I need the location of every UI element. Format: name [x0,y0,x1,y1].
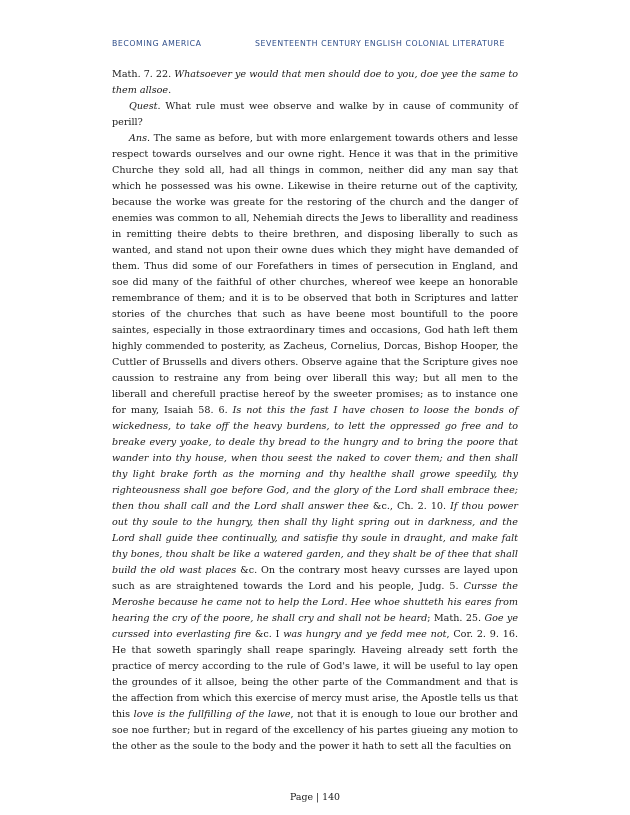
text-run: . The same as before, but with more enlargement towards others and lesse respect towards ourselves and our owne right. Hence it was that in the primitive Churche they sold all, had all things in common, neither did any man say that which he possessed was his owne. Likewise in theire returne out of the captivity, because the worke was greate for the restoring of the church and the danger of enemies was common to all, Nehemiah directs the Jews to liberallity and readiness in remitting theire debts to theire brethren, and disposing liberally to such as wanted, and stand not upon their owne dues which they might have demanded of them. Thus did some of our Forefathers in times of persecution in England, and soe did many of the faithful of other churches, whereof wee keepe an honorable remembrance of them; and it is to be observed that both in Scriptures and latter stories of the churches that such as have beene most bountifull to the poore saintes, especially in those extraordinary times and occasions, God hath left them highly commended to posterity, as Zacheus, Cornelius, Dorcas, Bishop Hooper, the Cuttler of Brussells and divers others. Observe againe that the Scripture gives noe caussion to restraine any from being over liberall this way; but all men to the liberall and cherefull practise hereof by the sweeter promises; as to instance one for many, Isaiah 58. 6. [112,133,518,416]
text-run: Math. 7. 22. [112,69,175,80]
text-run: &c., Ch. 2. 10. [368,501,451,512]
italic-text-run: Cursse the Meroshe because he came not to help the Lord. Hee whoe shutteth his eares from hearing the cry of the poore, he shall cry and shall not be heard [112,581,518,624]
italic-text-run: Goe ye curssed into everlasting fire [112,613,518,640]
text-run: &c. I [251,629,284,640]
paragraph [112,67,518,99]
italic-text-run: Ans [129,133,148,144]
header-book-title: BECOMING AMERICA [112,39,202,48]
page-body-text [112,67,518,755]
text-run: &c. On the contrary most heavy cursses are layed upon such as are straightened towards the Lord and his people, Judg. 5. [112,565,518,592]
running-header [112,39,520,48]
text-run: , Cor. 2. 9. 16. He that soweth sparingly shall reape sparingly. Haveing already sett forth the practice of mercy according to the rule of God's lawe, it will be useful to lay open the groundes of it allsoe, being the other parte of the Commandment and that is the affection from which this exercise of mercy must arise, the Apostle tells us that this [112,629,518,720]
text-run: ; Math. 25. [427,613,485,624]
italic-text-run: If thou power out thy soule to the hungry, then shall thy light spring out in darkness, and the Lord shall guide thee continually, and satisfie thy soule in draught, and make falt thy bones, thou shalt be like a watered garden, and they shalt be of thee that shall build the old wast places [112,501,518,576]
italic-text-run: Quest [129,101,158,112]
paragraph [112,131,518,755]
text-run: . What rule must wee observe and walke by in cause of community of perill? [112,101,518,128]
italic-text-run: love is the fullfilling of the lawe [133,709,291,720]
text-run: , not that it is enough to loue our brother and soe noe further; but in regard of the excellency of his partes giueing any motion to the other as the soule to the body and the power it hath to sett all the faculties on [112,709,518,752]
header-section-title: SEVENTEENTH CENTURY ENGLISH COLONIAL LITERATURE [255,39,505,48]
italic-text-run: was hungry and ye fedd mee not [283,629,447,640]
page-number: Page | 140 [289,792,341,803]
paragraph [112,99,518,131]
italic-text-run: Is not this the fast I have chosen to loose the bonds of wickedness, to take off the heavy burdens, to lett the oppressed go free and to breake every yoake, to deale thy bread to the hungry and to bring the poore that wander into thy house, when thou seest the naked to cover them; and then shall thy light brake forth as the morning and thy healthe shall growe speedily, thy righteousness shall goe before God, and the glory of the Lord shall embrace thee; then thou shall call and the Lord shall answer thee [112,405,518,512]
italic-text-run: Whatsoever ye would that men should doe to you, doe yee the same to them allsoe. [112,69,518,96]
